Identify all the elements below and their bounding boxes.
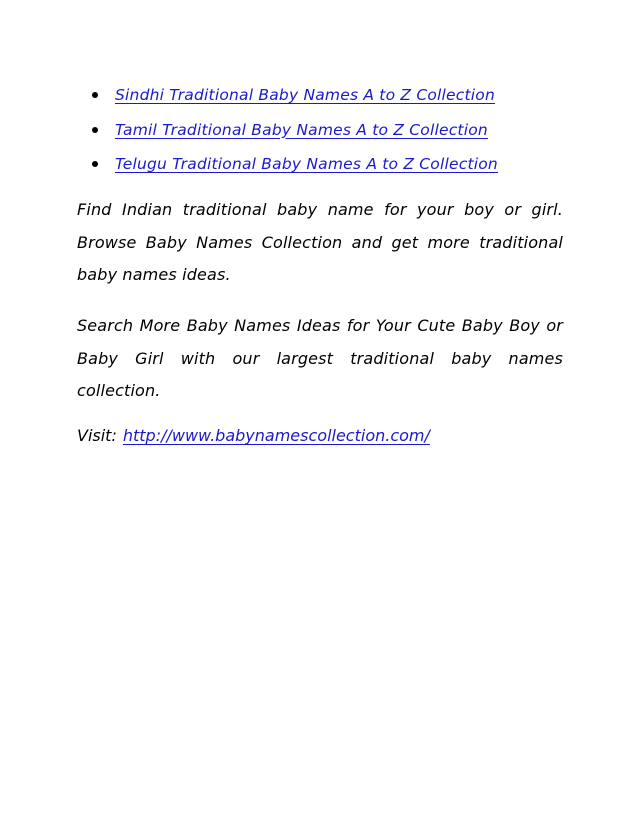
collection-link-list	[92, 83, 562, 187]
bullet-icon	[92, 127, 98, 133]
bullet-icon	[92, 92, 98, 98]
list-item	[92, 118, 562, 153]
visit-line	[77, 424, 430, 448]
intro-paragraph: Find Indian traditional baby name for your boy or girl. Browse Baby Names Collection and get more traditional baby names ideas.	[77, 200, 563, 284]
tamil-names-link[interactable]: Tamil Traditional Baby Names A to Z Collection	[115, 120, 488, 139]
search-paragraph: Search More Baby Names Ideas for Your Cute Baby Boy or Baby Girl with our largest traditional baby names collection.	[77, 316, 563, 400]
bullet-icon	[92, 161, 98, 167]
visit-label: Visit:	[77, 426, 117, 445]
list-item	[92, 83, 562, 118]
telugu-names-link[interactable]: Telugu Traditional Baby Names A to Z Collection	[115, 155, 498, 173]
sindhi-names-link[interactable]: Sindhi Traditional Baby Names A to Z Collection	[115, 86, 495, 104]
website-link[interactable]: http://www.babynamescollection.com/	[122, 426, 430, 445]
list-item	[92, 152, 562, 187]
